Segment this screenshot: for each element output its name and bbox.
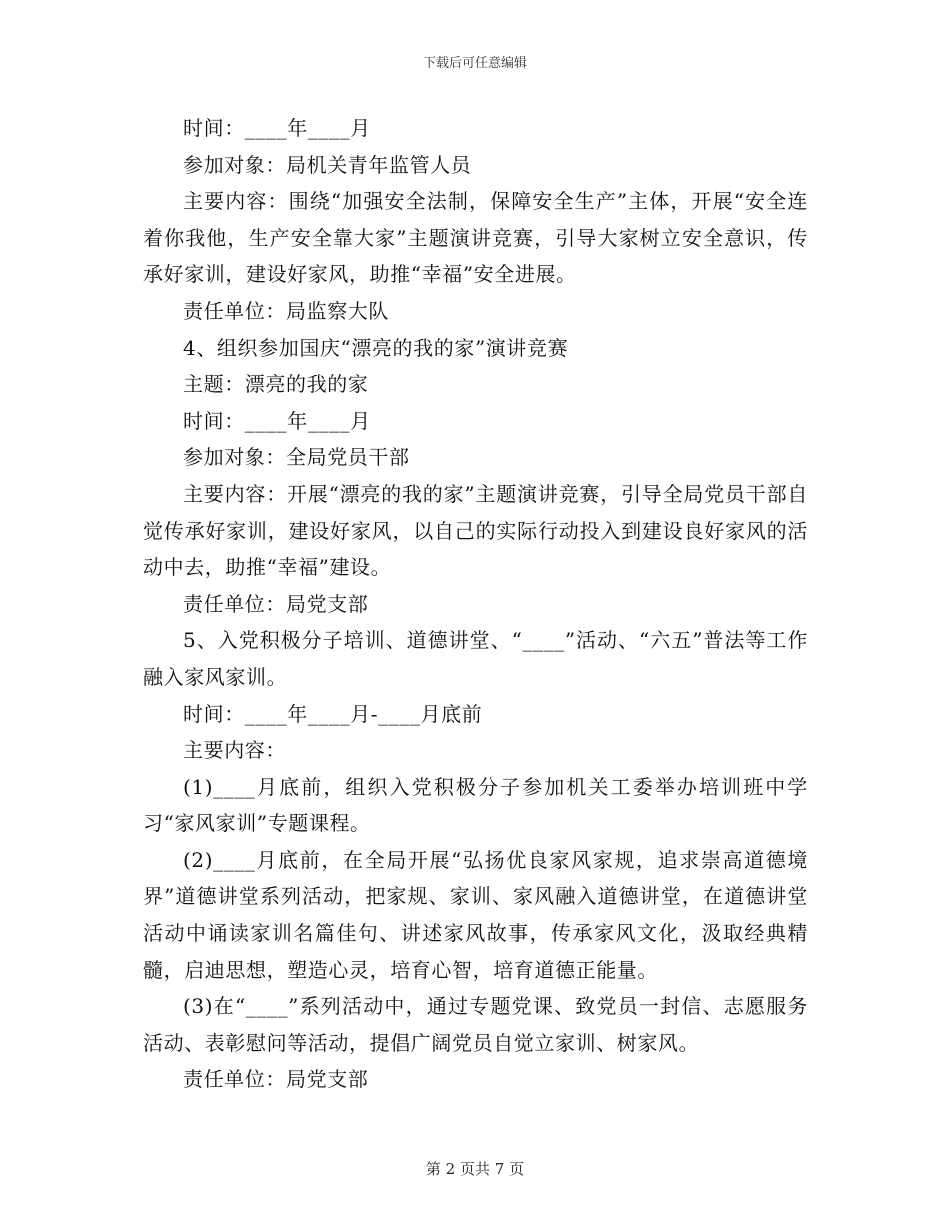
document-body bbox=[143, 110, 808, 1098]
page-footer: 第 2 页共 7 页 bbox=[425, 1160, 525, 1178]
paragraph: 时间：____年____月-____月底前 bbox=[183, 701, 483, 726]
paragraph: 参加对象：局机关青年监管人员 bbox=[183, 152, 472, 177]
paragraph: 主要内容：围绕“加强安全法制，保障安全生产”主体，开展“安全连着你我他，生产安全靠大家”主题演讲竞赛，引导大家树立安全意识，传承好家训，建设好家风，助推“幸福”安全进展。 bbox=[143, 189, 808, 287]
paragraph: 主要内容： bbox=[183, 738, 286, 763]
section-heading: 5、入党积极分子培训、道德讲堂、“____”活动、“六五”普法等工作融入家风家训。 bbox=[143, 628, 808, 689]
paragraph: 主要内容：开展“漂亮的我的家”主题演讲竞赛，引导全局党员干部自觉传承好家训，建设好家风，以自己的实际行动投入到建设良好家风的活动中去，助推“幸福”建设。 bbox=[143, 481, 808, 580]
list-item: (1)____月底前，组织入党积极分子参加机关工委举办培训班中学习“家风家训”专题课程。 bbox=[143, 774, 808, 836]
section-heading: 4、组织参加国庆“漂亮的我的家”演讲竞赛 bbox=[183, 335, 569, 360]
paragraph: 时间：____年____月 bbox=[183, 116, 371, 140]
paragraph: 责任单位：局党支部 bbox=[183, 1067, 369, 1092]
paragraph: 参加对象：全局党员干部 bbox=[183, 445, 410, 470]
page-header: 下载后可任意编辑 bbox=[422, 56, 527, 71]
paragraph: 主题：漂亮的我的家 bbox=[183, 372, 369, 397]
list-item: (3)在“____”系列活动中，通过专题党课、致党员一封信、志愿服务活动、表彰慰问等活动，提倡广阔党员自觉立家训、树家风。 bbox=[143, 994, 808, 1055]
paragraph: 责任单位：局党支部 bbox=[183, 591, 369, 616]
paragraph: 时间：____年____月 bbox=[183, 408, 371, 433]
list-item: (2)____月底前，在全局开展“弘扬优良家风家规，追求崇高道德境界”道德讲堂系列活动，把家规、家训、家风融入道德讲堂，在道德讲堂活动中诵读家训名篇佳句、讲述家风故事，传承家风文化，汲取经典精髓，启迪思想，塑造心灵，培育心智，培育道德正能量。 bbox=[143, 847, 808, 982]
paragraph: 责任单位：局监察大队 bbox=[183, 298, 389, 323]
